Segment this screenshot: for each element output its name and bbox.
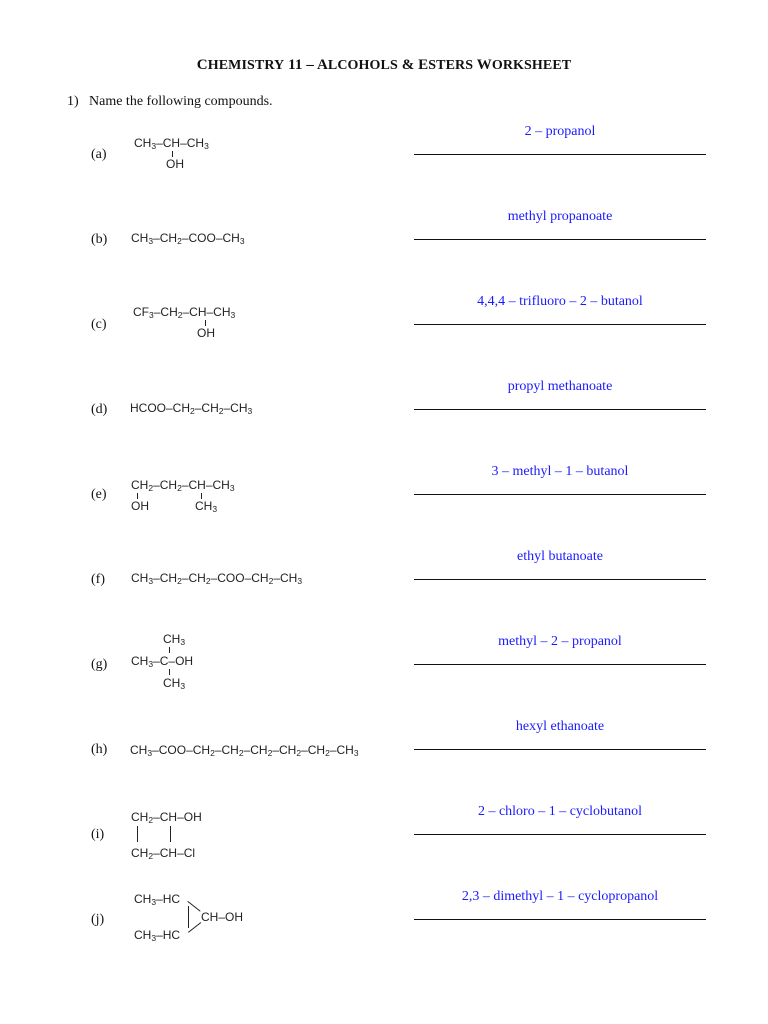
item-label: (g) bbox=[91, 657, 108, 672]
formula-substituent: $CH_3$ bbox=[195, 499, 218, 514]
formula-ring-right: CH–OH bbox=[201, 910, 244, 924]
bond-vertical bbox=[170, 826, 171, 842]
item-c bbox=[0, 290, 768, 370]
item-label: (i) bbox=[91, 827, 105, 842]
bond-vertical bbox=[188, 906, 189, 928]
formula-main: $CH_3-CH-CH_3$ bbox=[134, 136, 209, 151]
formula-substituent: OH bbox=[131, 499, 149, 513]
formula-substituent: OH bbox=[166, 157, 184, 171]
answer-text: ethyl butanoate bbox=[517, 549, 603, 564]
answer-text: hexyl ethanoate bbox=[515, 719, 605, 734]
item-b bbox=[0, 205, 768, 285]
item-a bbox=[0, 120, 768, 200]
formula-main: $CH_3-CH_2-CH_2-COO-CH_2-CH_3$ bbox=[131, 571, 303, 586]
bond-diagonal bbox=[188, 922, 201, 933]
formula-main: $CH_3-CH_2-COO-CH_3$ bbox=[131, 231, 245, 246]
answer-text: 2 – chloro – 1 – cyclobutanol bbox=[477, 804, 643, 819]
formula-substituent: OH bbox=[197, 326, 215, 340]
formula-main: $CH_3-C-OH$ bbox=[131, 654, 194, 669]
item-g bbox=[0, 630, 768, 710]
formula-ring-bottom: $CH_2-CH-Cl$ bbox=[131, 846, 196, 861]
formula-ring-top: $CH_2-CH-OH$ bbox=[131, 810, 202, 825]
formula-substituent: $CH_3$ bbox=[163, 676, 186, 691]
answer-text: 2,3 – dimethyl – 1 – cyclopropanol bbox=[461, 889, 659, 904]
answer-line bbox=[414, 919, 706, 920]
question-number: 1) bbox=[67, 94, 79, 109]
item-d bbox=[0, 375, 768, 455]
answer-text: methyl – 2 – propanol bbox=[498, 634, 622, 649]
answer-line bbox=[414, 494, 706, 495]
answer-text: 4,4,4 – trifluoro – 2 – butanol bbox=[477, 294, 643, 309]
bond-vertical bbox=[169, 669, 170, 675]
question-1 bbox=[67, 94, 273, 110]
formula-main: $CH_3-COO-CH_2-CH_2-CH_2-CH_2-CH_2-CH_3$ bbox=[130, 743, 359, 758]
item-i bbox=[0, 800, 768, 880]
answer-line bbox=[414, 409, 706, 410]
question-text: Name the following compounds. bbox=[89, 94, 273, 109]
answer-text: propyl methanoate bbox=[507, 379, 613, 394]
item-f bbox=[0, 545, 768, 625]
answer-line bbox=[414, 749, 706, 750]
worksheet-title bbox=[0, 57, 768, 74]
title-part: ORKSHEET bbox=[491, 58, 572, 73]
item-label: (c) bbox=[91, 317, 107, 332]
answer-text: 2 – propanol bbox=[524, 124, 596, 139]
item-label: (a) bbox=[91, 147, 107, 162]
item-label: (e) bbox=[91, 487, 107, 502]
formula-substituent: $CH_3$ bbox=[163, 632, 186, 647]
answer-text: 3 – methyl – 1 – butanol bbox=[491, 464, 629, 479]
answer-text: methyl propanoate bbox=[507, 209, 613, 224]
item-label: (b) bbox=[91, 232, 108, 247]
formula-ring-bottom: $CH_3-HC$ bbox=[134, 928, 181, 943]
item-label: (h) bbox=[91, 742, 108, 757]
title-part: HEMISTRY bbox=[207, 58, 285, 73]
answer-line bbox=[414, 664, 706, 665]
item-label: (d) bbox=[91, 402, 108, 417]
title-part: STERS bbox=[428, 58, 474, 73]
bond-vertical bbox=[169, 647, 170, 653]
item-label: (j) bbox=[91, 912, 105, 927]
title-part: & bbox=[397, 57, 419, 73]
title-part: C bbox=[196, 57, 208, 73]
item-label: (f) bbox=[91, 572, 105, 587]
item-j bbox=[0, 885, 768, 965]
answer-line bbox=[414, 239, 706, 240]
title-part: A bbox=[316, 57, 328, 73]
answer-line bbox=[414, 154, 706, 155]
item-h bbox=[0, 715, 768, 795]
formula-main: $CH_2-CH_2-CH-CH_3$ bbox=[131, 478, 235, 493]
title-part: W bbox=[476, 57, 492, 73]
formula-ring-top: $CH_3-HC$ bbox=[134, 892, 181, 907]
formula-main: HCOO–$CH_2-CH_2-CH_3$ bbox=[130, 401, 253, 416]
bond-vertical bbox=[137, 826, 138, 842]
item-e bbox=[0, 460, 768, 540]
title-part: E bbox=[418, 57, 429, 73]
formula-main: $CF_3-CH_2-CH-CH_3$ bbox=[133, 305, 236, 320]
answer-line bbox=[414, 834, 706, 835]
answer-line bbox=[414, 324, 706, 325]
answer-line bbox=[414, 579, 706, 580]
title-part: LCOHOLS bbox=[327, 58, 398, 73]
bond-diagonal bbox=[187, 901, 200, 912]
title-part: 11 – bbox=[284, 57, 317, 73]
